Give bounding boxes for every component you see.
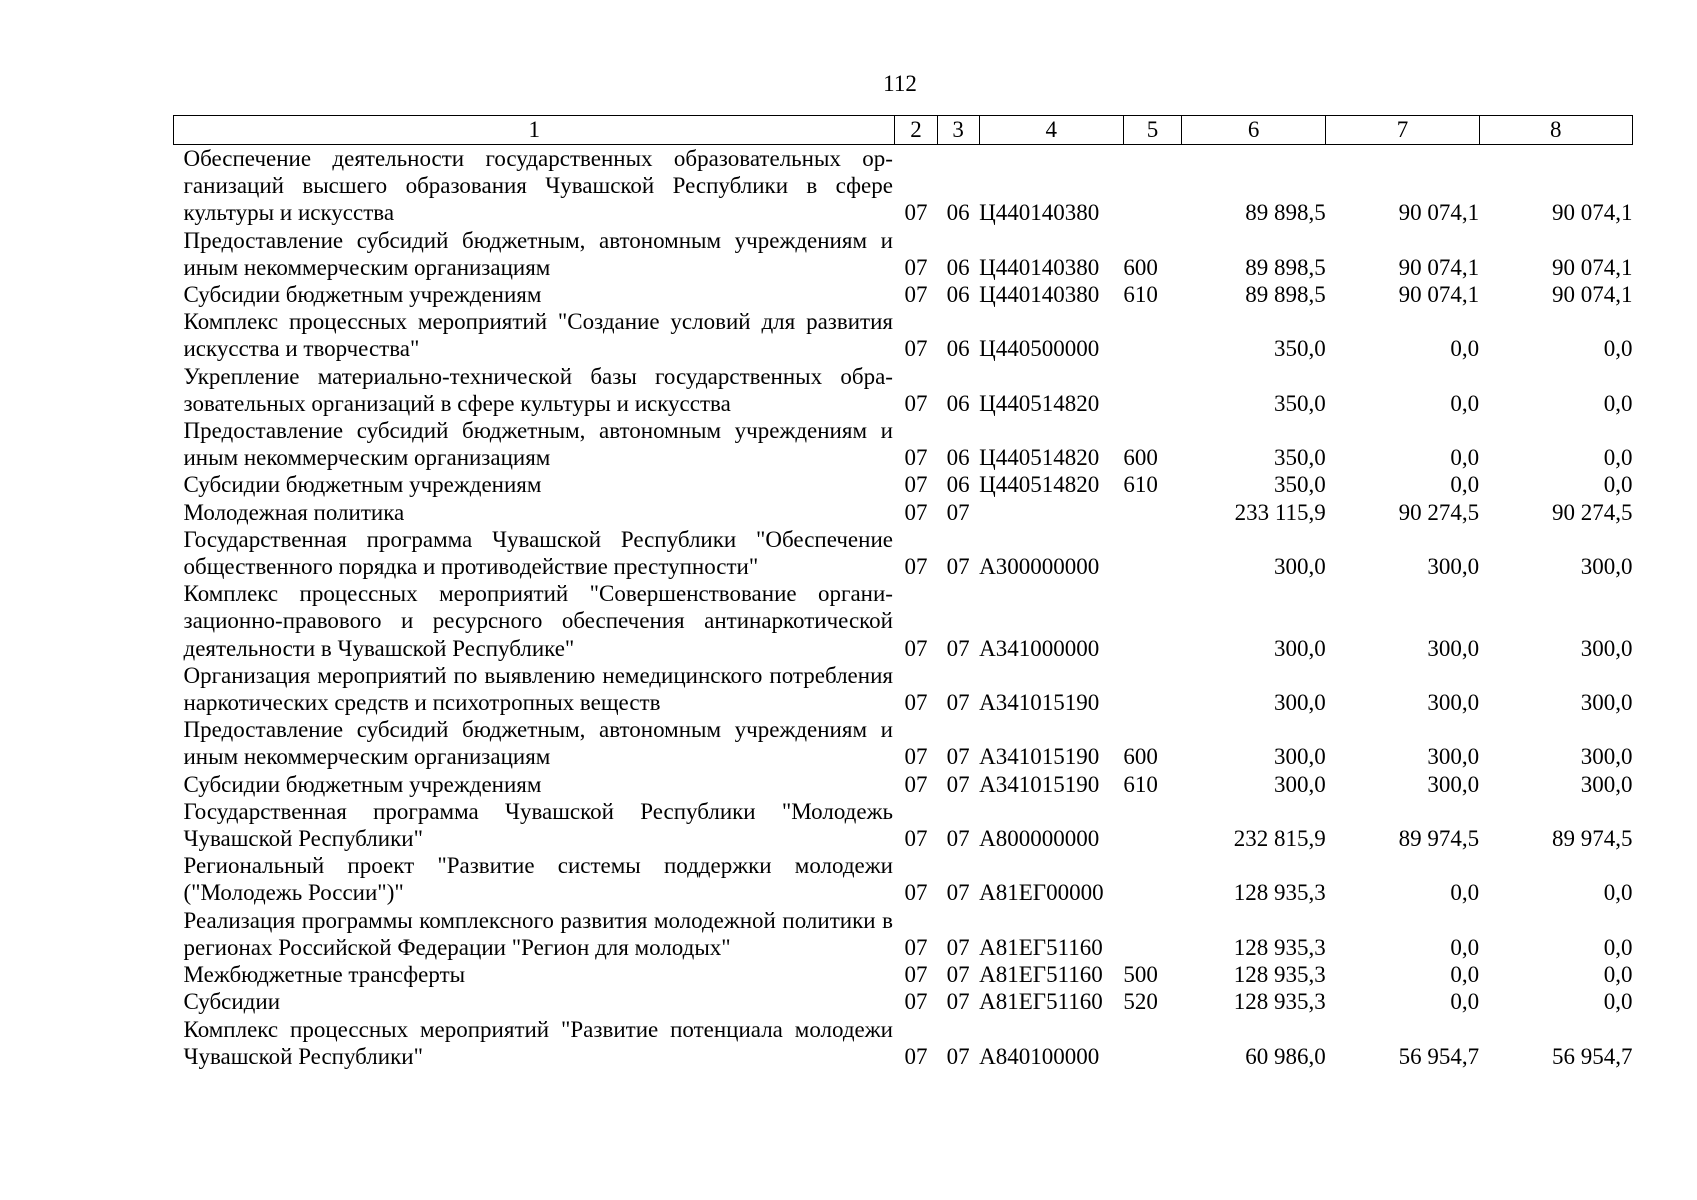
amount-col-8: 90 274,5 — [1552, 499, 1633, 525]
target-article-code: Ц440514820 — [979, 390, 1100, 416]
item-name: Обеспечение деятельности государственных образовательных организаций высшего образования Чувашской Республики в сфере культуры и искусства — [183, 146, 893, 226]
amount-col-8: 300,0 — [1580, 690, 1633, 716]
amount-col-6: 300,0 — [1274, 554, 1326, 580]
target-article-code: А840100000 — [979, 1043, 1100, 1069]
table-row — [174, 662, 1633, 716]
section-code: 07 — [904, 989, 928, 1015]
subsection-code: 07 — [946, 934, 970, 960]
expense-type-code — [1123, 363, 1181, 417]
expense-type-code: 520 — [1123, 989, 1158, 1015]
col-header-5: 5 — [1123, 116, 1181, 145]
expense-type-code — [1123, 852, 1181, 906]
amount-col-8: 0,0 — [1603, 445, 1633, 471]
item-name: Государственная программа Чувашской Республики "Молодежь Чувашской Республики" — [183, 798, 893, 852]
subsection-code: 07 — [946, 989, 970, 1015]
amount-col-6: 350,0 — [1274, 472, 1326, 498]
item-name: Государственная программа Чувашской Республики "Обеспечение общественного порядка и противодействие преступности" — [183, 526, 893, 580]
amount-col-8: 90 074,1 — [1552, 254, 1633, 280]
target-article-code: А341015190 — [979, 771, 1100, 797]
amount-col-7: 90 074,1 — [1398, 200, 1480, 226]
section-code: 07 — [904, 282, 928, 308]
amount-col-7: 300,0 — [1427, 744, 1480, 770]
amount-col-7: 0,0 — [1450, 880, 1480, 906]
subsection-code: 07 — [946, 690, 970, 716]
item-name: Комплекс процессных мероприятий "Совершенствование организационно-правового и ресурсного обеспечения антинаркотической деятельности в Чувашской Республике" — [183, 581, 893, 661]
table-row — [174, 363, 1633, 417]
col-header-2: 2 — [895, 116, 937, 145]
amount-col-6: 89 898,5 — [1245, 200, 1326, 226]
col-header-6: 6 — [1182, 116, 1326, 145]
amount-col-6: 233 115,9 — [1234, 499, 1326, 525]
table-row — [174, 145, 1633, 227]
item-name: Комплекс процессных мероприятий "Создание условий для развития искусства и творчества" — [183, 309, 893, 362]
expense-type-code — [1123, 526, 1181, 580]
expense-type-code: 610 — [1123, 771, 1158, 797]
amount-col-6: 350,0 — [1274, 445, 1326, 471]
expense-type-code: 600 — [1123, 254, 1158, 280]
target-article-code: Ц440514820 — [979, 445, 1100, 471]
amount-col-6: 300,0 — [1274, 690, 1326, 716]
table-row — [174, 907, 1633, 961]
amount-col-8: 0,0 — [1603, 880, 1633, 906]
table-row — [174, 798, 1633, 852]
section-code: 07 — [904, 744, 928, 770]
target-article-code: Ц440140380 — [979, 282, 1100, 308]
col-header-3: 3 — [937, 116, 979, 145]
table-row — [174, 308, 1633, 362]
amount-col-6: 128 935,3 — [1233, 880, 1326, 906]
amount-col-8: 56 954,7 — [1552, 1043, 1633, 1069]
item-name: Субсидии бюджетным учреждениям — [183, 282, 542, 308]
section-code: 07 — [904, 254, 928, 280]
amount-col-6: 350,0 — [1274, 390, 1326, 416]
section-code: 07 — [904, 880, 928, 906]
subsection-code: 06 — [946, 282, 970, 308]
section-code: 07 — [904, 336, 928, 362]
subsection-code: 07 — [946, 499, 970, 525]
subsection-code: 07 — [946, 771, 970, 797]
expense-type-code — [1123, 907, 1181, 961]
expense-type-code — [1123, 1016, 1181, 1070]
amount-col-6: 89 898,5 — [1245, 282, 1326, 308]
amount-col-6: 300,0 — [1274, 744, 1326, 770]
expense-type-code — [1123, 499, 1181, 526]
amount-col-6: 60 986,0 — [1245, 1043, 1326, 1069]
amount-col-7: 300,0 — [1427, 771, 1480, 797]
target-article-code: А341015190 — [979, 690, 1100, 716]
amount-col-8: 300,0 — [1580, 744, 1633, 770]
subsection-code: 06 — [946, 254, 970, 280]
table-row — [174, 281, 1633, 308]
section-code: 07 — [904, 554, 928, 580]
amount-col-7: 0,0 — [1450, 445, 1480, 471]
amount-col-7: 0,0 — [1450, 934, 1480, 960]
target-article-code: А341015190 — [979, 744, 1100, 770]
target-article-code — [979, 499, 1123, 526]
table-row — [174, 227, 1633, 281]
amount-col-7: 89 974,5 — [1398, 826, 1480, 852]
amount-col-6: 128 935,3 — [1233, 962, 1326, 988]
table-row — [174, 716, 1633, 770]
section-code: 07 — [904, 1043, 928, 1069]
amount-col-8: 0,0 — [1603, 390, 1633, 416]
item-name: Организация мероприятий по выявлению немедицинского потребления наркотических средств и психотропных веществ — [183, 662, 893, 716]
col-header-8: 8 — [1479, 116, 1632, 145]
amount-col-8: 300,0 — [1580, 554, 1633, 580]
amount-col-8: 300,0 — [1580, 635, 1633, 661]
section-code: 07 — [904, 962, 928, 988]
item-name: Субсидии — [183, 989, 281, 1015]
subsection-code: 06 — [946, 445, 970, 471]
amount-col-8: 90 074,1 — [1552, 282, 1633, 308]
section-code: 07 — [904, 445, 928, 471]
subsection-code: 07 — [946, 962, 970, 988]
amount-col-7: 56 954,7 — [1398, 1043, 1480, 1069]
expense-type-code — [1123, 798, 1181, 852]
target-article-code: Ц440140380 — [979, 200, 1100, 226]
subsection-code: 06 — [946, 390, 970, 416]
section-code: 07 — [904, 635, 928, 661]
item-name: Предоставление субсидий бюджетным, автономным учреждениям и иным некоммерческим организациям — [183, 227, 893, 280]
section-code: 07 — [904, 771, 928, 797]
table-row — [174, 580, 1633, 662]
expense-type-code: 600 — [1123, 445, 1158, 471]
target-article-code: А300000000 — [979, 554, 1100, 580]
section-code: 07 — [904, 934, 928, 960]
section-code: 07 — [904, 499, 928, 525]
subsection-code: 06 — [946, 200, 970, 226]
amount-col-7: 300,0 — [1427, 554, 1480, 580]
item-name: Региональный проект "Развитие системы поддержки молодежи ("Молодежь России")" — [183, 853, 893, 906]
item-name: Комплекс процессных мероприятий "Развитие потенциала молодежи Чувашской Республики" — [183, 1016, 893, 1069]
section-code: 07 — [904, 200, 928, 226]
amount-col-7: 0,0 — [1450, 989, 1480, 1015]
subsection-code: 07 — [946, 880, 970, 906]
item-name: Субсидии бюджетным учреждениям — [183, 771, 542, 797]
amount-col-7: 0,0 — [1450, 472, 1480, 498]
table-row — [174, 961, 1633, 988]
amount-col-7: 90 074,1 — [1398, 282, 1480, 308]
table-row — [174, 526, 1633, 580]
table-row — [174, 771, 1633, 798]
table-row — [174, 471, 1633, 498]
amount-col-8: 0,0 — [1603, 989, 1633, 1015]
subsection-code: 06 — [946, 472, 970, 498]
table-row — [174, 1016, 1633, 1070]
item-name: Предоставление субсидий бюджетным, автономным учреждениям и иным некоммерческим организациям — [183, 418, 893, 471]
target-article-code: А81ЕГ51160 — [979, 962, 1103, 988]
page-number: 112 — [883, 71, 917, 96]
target-article-code: Ц440500000 — [979, 336, 1100, 362]
target-article-code: А81ЕГ51160 — [979, 934, 1103, 960]
target-article-code: А800000000 — [979, 826, 1100, 852]
amount-col-6: 300,0 — [1274, 635, 1326, 661]
item-name: Реализация программы комплексного развития молодежной политики в регионах Российской Федерации "Регион для молодых" — [183, 907, 893, 960]
expense-type-code: 600 — [1123, 744, 1158, 770]
target-article-code: Ц440514820 — [979, 472, 1100, 498]
target-article-code: Ц440140380 — [979, 254, 1100, 280]
amount-col-6: 300,0 — [1274, 771, 1326, 797]
amount-col-7: 0,0 — [1450, 336, 1480, 362]
amount-col-8: 0,0 — [1603, 934, 1633, 960]
expense-type-code: 500 — [1123, 962, 1158, 988]
amount-col-8: 0,0 — [1603, 336, 1633, 362]
section-code: 07 — [904, 472, 928, 498]
amount-col-7: 0,0 — [1450, 390, 1480, 416]
amount-col-8: 90 074,1 — [1552, 200, 1633, 226]
target-article-code: А81ЕГ51160 — [979, 989, 1103, 1015]
section-code: 07 — [904, 390, 928, 416]
section-code: 07 — [904, 690, 928, 716]
subsection-code: 07 — [946, 744, 970, 770]
amount-col-7: 300,0 — [1427, 635, 1480, 661]
col-header-4: 4 — [979, 116, 1123, 145]
amount-col-7: 90 274,5 — [1398, 499, 1480, 525]
amount-col-6: 350,0 — [1274, 336, 1326, 362]
expense-type-code — [1123, 308, 1181, 362]
expense-type-code — [1123, 580, 1181, 662]
expense-type-code — [1123, 145, 1181, 227]
table-row — [174, 499, 1633, 526]
subsection-code: 07 — [946, 1043, 970, 1069]
section-code: 07 — [904, 826, 928, 852]
budget-table — [173, 115, 1633, 1070]
table-body — [174, 145, 1633, 1070]
column-number-header — [174, 116, 1633, 145]
amount-col-6: 128 935,3 — [1233, 934, 1326, 960]
table-row — [174, 417, 1633, 471]
item-name: Межбюджетные трансферты — [183, 962, 466, 988]
amount-col-8: 0,0 — [1603, 472, 1633, 498]
target-article-code: А81ЕГ00000 — [979, 880, 1104, 906]
expense-type-code — [1123, 662, 1181, 716]
amount-col-8: 89 974,5 — [1552, 826, 1633, 852]
amount-col-6: 128 935,3 — [1233, 989, 1326, 1015]
amount-col-8: 0,0 — [1603, 962, 1633, 988]
item-name: Укрепление материально-технической базы государственных образовательных организаций в сфере культуры и искусства — [183, 363, 893, 416]
table-row — [174, 852, 1633, 906]
amount-col-6: 232 815,9 — [1233, 826, 1326, 852]
amount-col-6: 89 898,5 — [1245, 254, 1326, 280]
table-row — [174, 988, 1633, 1015]
subsection-code: 06 — [946, 336, 970, 362]
amount-col-7: 300,0 — [1427, 690, 1480, 716]
col-header-1: 1 — [174, 116, 895, 145]
amount-col-7: 0,0 — [1450, 962, 1480, 988]
col-header-7: 7 — [1326, 116, 1479, 145]
item-name: Субсидии бюджетным учреждениям — [183, 472, 542, 498]
expense-type-code: 610 — [1123, 282, 1158, 308]
item-name: Молодежная политика — [183, 499, 405, 525]
target-article-code: А341000000 — [979, 635, 1100, 661]
subsection-code: 07 — [946, 826, 970, 852]
subsection-code: 07 — [946, 635, 970, 661]
amount-col-8: 300,0 — [1580, 771, 1633, 797]
expense-type-code: 610 — [1123, 472, 1158, 498]
subsection-code: 07 — [946, 554, 970, 580]
item-name: Предоставление субсидий бюджетным, автономным учреждениям и иным некоммерческим организациям — [183, 717, 893, 770]
amount-col-7: 90 074,1 — [1398, 254, 1480, 280]
